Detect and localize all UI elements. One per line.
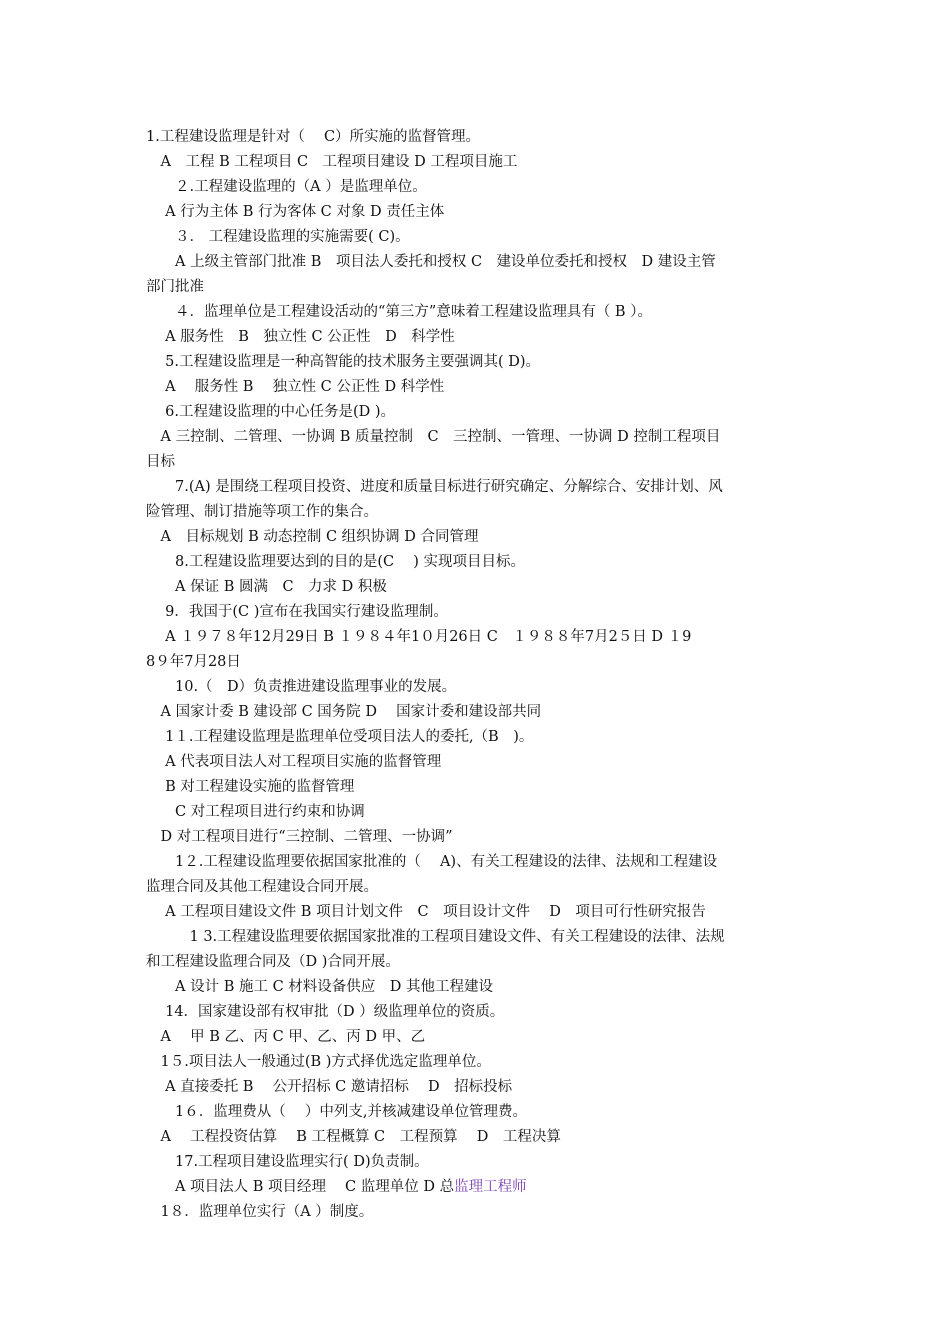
- text-line: 9．我国于(C )宣布在我国实行建设监理制。: [146, 604, 448, 620]
- text-line: 6.工程建设监理的中心任务是(D )。: [146, 404, 395, 420]
- text-line: 目标: [146, 454, 175, 470]
- text-line: A 行为主体 B 行为客体 C 对象 D 责任主体: [146, 204, 445, 220]
- text-line: 7.(A) 是围绕工程项目投资、进度和质量目标进行研究确定、分解综合、安排计划、风: [146, 479, 723, 495]
- text-line: 1.工程建设监理是针对（ C）所实施的监督管理。: [146, 129, 481, 145]
- text-line: 17.工程项目建设监理实行( D)负责制。: [146, 1154, 429, 1170]
- text-line: ３． 工程建设监理的实施需要( C)。: [146, 229, 410, 245]
- text-line: C 对工程项目进行约束和协调: [146, 804, 365, 820]
- text-line: A 服务性 B 独立性 C 公正性 D 科学性: [146, 329, 455, 345]
- text-line: 10.（ D）负责推进建设监理事业的发展。: [146, 679, 457, 695]
- text-line: 8.工程建设监理要达到的目的是(C ) 实现项目目标。: [146, 554, 525, 570]
- text-line: A 上级主管部门批准 B 项目法人委托和授权 C 建设单位委托和授权 D 建设主管: [146, 254, 716, 270]
- text-line: ４．监理单位是工程建设活动的“第三方”意味着工程建设监理具有（ B ）。: [146, 304, 652, 320]
- text-line: A 甲 B 乙、丙 C 甲、乙、丙 D 甲、乙: [146, 1029, 426, 1045]
- text-line: 1８．监理单位实行（A ）制度。: [146, 1204, 374, 1220]
- line-text: A 项目法人 B 项目经理 C 监理单位 D 总: [146, 1179, 455, 1195]
- text-line: 1６．监理费从（ ）中列支,并核减建设单位管理费。: [146, 1104, 527, 1120]
- text-line: 1２.工程建设监理要依据国家批准的（ A)、有关工程建设的法律、法规和工程建设: [146, 854, 718, 870]
- text-line: 5.工程建设监理是一种高智能的技术服务主要强调其( D)。: [146, 354, 540, 370]
- text-line: 14．国家建设部有权审批（D ）级监理单位的资质。: [146, 1004, 505, 1020]
- text-line: A 目标规划 B 动态控制 C 组织协调 D 合同管理: [146, 529, 479, 545]
- text-line: A 工程投资估算 B 工程概算 C 工程预算 D 工程决算: [146, 1129, 561, 1145]
- text-line: A 代表项目法人对工程项目实施的监督管理: [146, 754, 442, 770]
- text-line: A 工程 B 工程项目 C 工程项目建设 D 工程项目施工: [146, 154, 518, 170]
- text-line: A 设计 B 施工 C 材料设备供应 D 其他工程建设: [146, 979, 493, 995]
- text-line: A 保证 B 圆满 C 力求 D 积极: [146, 579, 387, 595]
- text-line: 1 3.工程建设监理要依据国家批准的工程项目建设文件、有关工程建设的法律、法规: [146, 929, 725, 945]
- supervision-engineer-link[interactable]: 监理工程师: [454, 1179, 527, 1195]
- text-line: A 直接委托 B 公开招标 C 邀请招标 D 招标投标: [146, 1079, 513, 1095]
- text-line: D 对工程项目进行“三控制、二管理、一协调”: [146, 829, 453, 845]
- text-line: 1１.工程建设监理是监理单位受项目法人的委托,（B )。: [146, 729, 534, 745]
- text-line: 监理合同及其他工程建设合同开展。: [146, 879, 378, 895]
- text-line: A 三控制、二管理、一协调 B 质量控制 C 三控制、一管理、一协调 D 控制工程项目: [146, 429, 721, 445]
- text-line: A 服务性 B 独立性 C 公正性 D 科学性: [146, 379, 445, 395]
- text-line: ２.工程建设监理的（A ）是监理单位。: [146, 179, 427, 195]
- text-line: B 对工程建设实施的监督管理: [146, 779, 355, 795]
- text-line: 部门批准: [146, 279, 204, 295]
- text-line: A 工程项目建设文件 B 项目计划文件 C 项目设计文件 D 项目可行性研究报告: [146, 904, 706, 920]
- text-line-with-link: [146, 1175, 808, 1200]
- text-line: 险管理、制订措施等项工作的集合。: [146, 504, 378, 520]
- text-line: A 国家计委 B 建设部 C 国务院 D 国家计委和建设部共同: [146, 704, 542, 720]
- text-line: 8９年7月28日: [146, 654, 241, 670]
- text-line: 1５.项目法人一般通过(B )方式择优选定监理单位。: [146, 1054, 491, 1070]
- text-line: A １９７８年12月29日 B １９８４年1０月26日 C １９８８年7月2５日 D １9: [146, 629, 692, 645]
- text-line: 和工程建设监理合同及（D )合同开展。: [146, 954, 400, 970]
